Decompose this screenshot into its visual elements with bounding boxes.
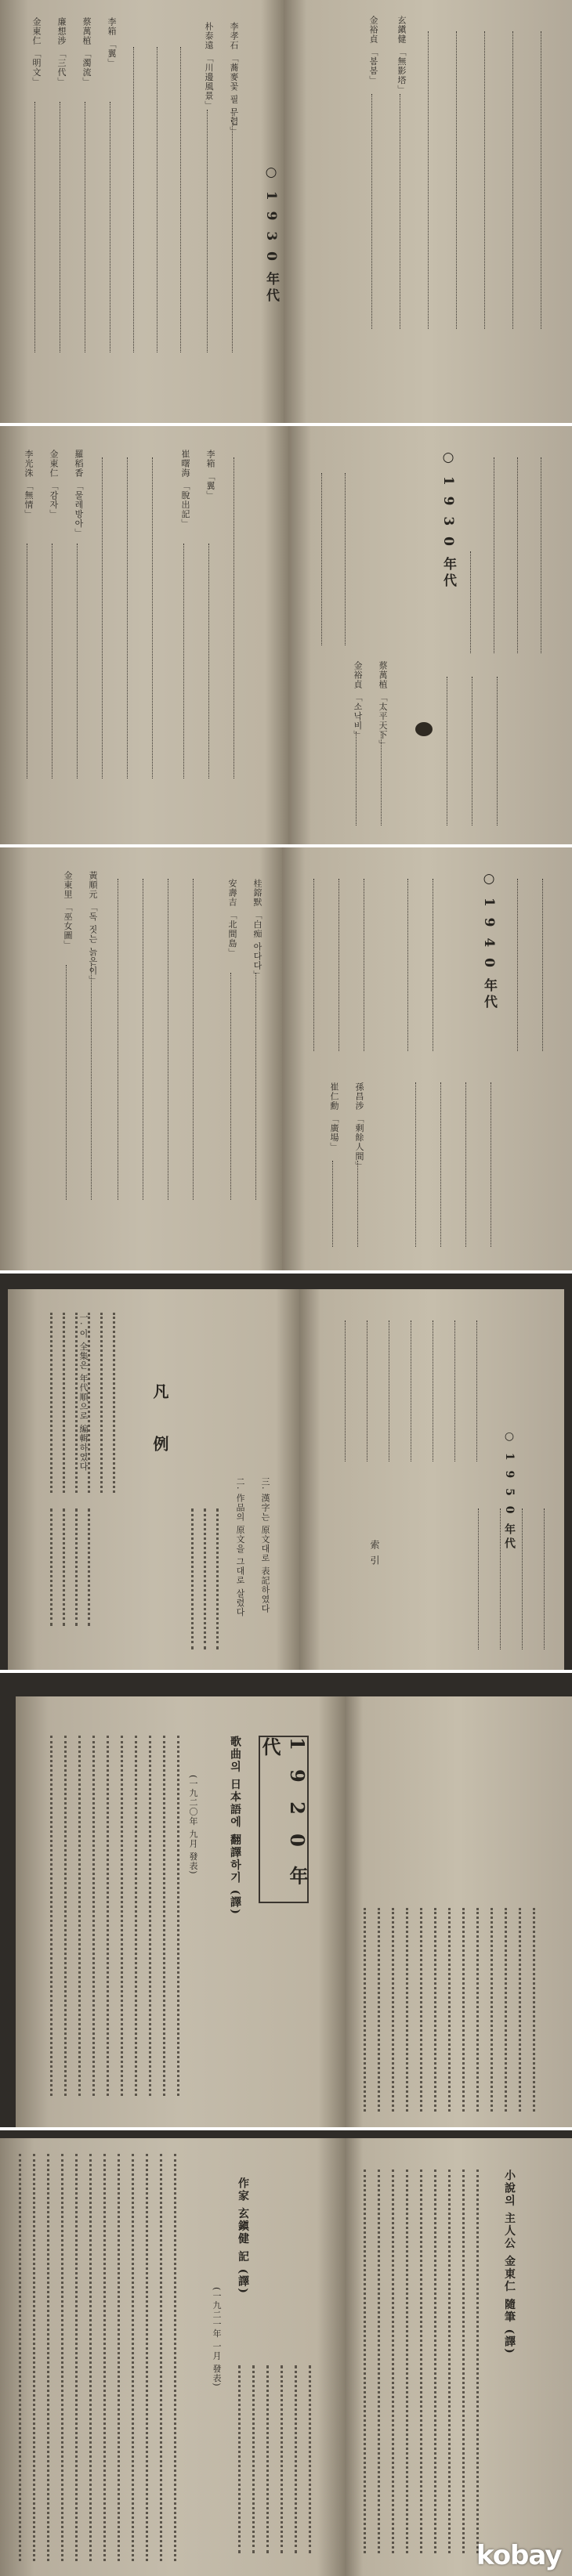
toc-entry: 崔仁勳 「廣場」 [329, 1082, 339, 1152]
book-photo-3 [0, 847, 572, 1270]
intro-line: 二. 作品의 原文을 그대로 살렸다 [235, 1477, 245, 1617]
work-subtitle: (一九二一年 一月 發表) [212, 2287, 222, 2387]
toc-entry: 蔡萬植 「太平天下」 [378, 661, 388, 750]
text-block [47, 1313, 125, 1493]
decade-box: 1 9 2 0 年代 [259, 1736, 309, 1903]
text-block [47, 1736, 196, 2096]
toc-entry: 李孝石 「蕎麥꽃 필 무렵」 [229, 22, 239, 136]
text-block [188, 1508, 227, 1649]
toc-entry: 李箱 「翼」 [107, 17, 117, 68]
ink-stain [415, 722, 433, 736]
intro-line: 一. 이 全集은 年代順으로 編輯하였다 [78, 1313, 89, 1472]
work-title: 作家 玄鎭健 記 (譯) [237, 2177, 249, 2295]
text-block [360, 2170, 494, 2553]
kobay-watermark: kobay [476, 2540, 562, 2571]
toc-entry: 金東仁 「明文」 [31, 17, 42, 87]
book-photo-2 [0, 426, 572, 844]
work-subtitle: (一九二〇年 九月 發表) [188, 1775, 198, 1875]
toc-entry: 廉想涉 「三代」 [56, 17, 67, 87]
toc-entry: 桂鎔默 「白痴 아다다」 [252, 879, 262, 980]
toc-entry: 崔曙海 「脫出記」 [180, 450, 190, 529]
text-block [47, 1508, 125, 1626]
toc-entry: 羅稻香 「물레방아」 [74, 450, 84, 538]
right-page [288, 426, 572, 844]
intro-heading: 凡 例 [150, 1383, 169, 1467]
right-page [282, 847, 572, 1270]
toc-entry: 孫昌涉 「剩餘人間」 [354, 1082, 364, 1171]
toc-entry: 李箱 「翼」 [205, 450, 215, 500]
contents-label: 索 引 [369, 1540, 380, 1566]
toc-entry: 蔡萬植 「濁流」 [81, 17, 92, 87]
decade-heading: ○ 1 9 3 0 年代 [263, 164, 279, 305]
left-page [0, 847, 282, 1270]
toc-entry: 金東仁 「감자」 [49, 450, 59, 519]
toc-entry: 黃順元 「독 짓는 늙은이」 [88, 871, 98, 985]
right-page [299, 1289, 564, 1670]
toc-entry: 玄鎭健 「無影塔」 [396, 16, 407, 95]
left-page [0, 426, 288, 844]
toc-entry: 李光洙 「無情」 [24, 450, 34, 519]
toc-entry: 金裕貞 「소낙비」 [353, 661, 363, 740]
book-photo-6 [0, 2130, 572, 2576]
work-title: 歌曲의 日本語에 翻譯하기 (譯) [229, 1736, 241, 1916]
decade-heading: ○ 1 9 4 0 年代 [481, 871, 497, 1011]
text-block [235, 2365, 321, 2553]
intro-line: 三. 漢字는 原文대로 表記하였다 [260, 1477, 270, 1613]
left-page [0, 0, 284, 423]
decade-heading: ○ 1 9 3 0 年代 [440, 450, 456, 590]
text-block [360, 1908, 556, 2112]
toc-entry: 金裕貞 「봄봄」 [368, 16, 378, 85]
book-photo-5 [0, 1673, 572, 2127]
toc-entry: 金東里 「巫女圖」 [63, 871, 73, 950]
toc-entry: 安壽吉 「北間島」 [227, 879, 237, 958]
text-block [16, 2154, 196, 2561]
book-photo-4 [0, 1274, 572, 1670]
work-title: 小說의 主人公 金東仁 隨筆 (譯) [503, 2170, 516, 2355]
decade-heading: ○ 1 9 5 0 年代 [503, 1430, 516, 1552]
book-photo-1 [0, 0, 572, 423]
toc-entry: 朴泰遠 「川邊風景」 [204, 22, 214, 110]
